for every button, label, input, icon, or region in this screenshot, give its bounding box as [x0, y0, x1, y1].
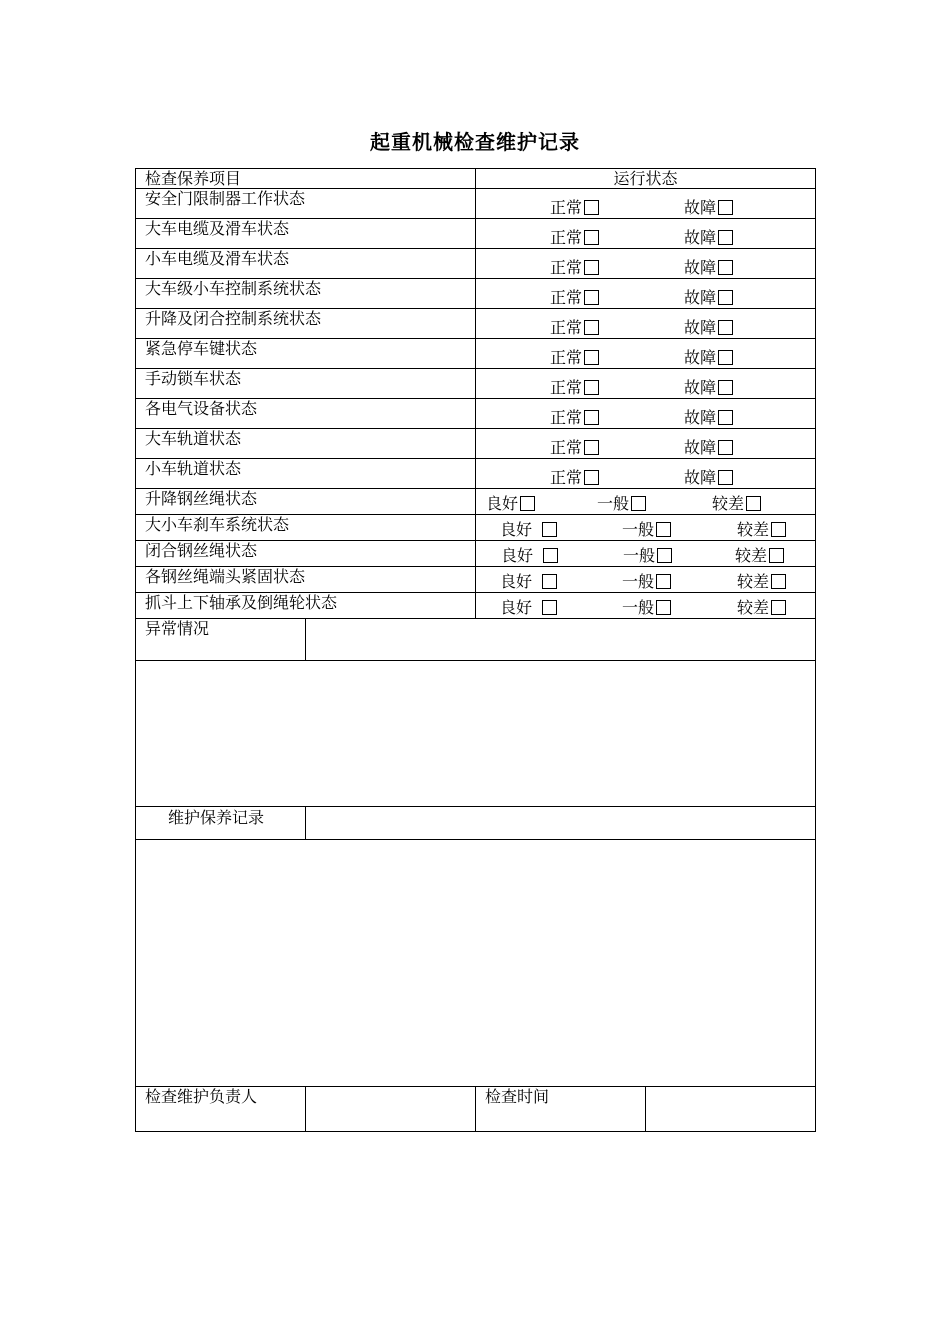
item-label: 手动锁车状态 [136, 369, 476, 399]
two-state-row [136, 249, 816, 279]
abnormal-summary-field[interactable] [306, 619, 816, 661]
two-state-row [136, 369, 816, 399]
two-state-row [136, 399, 816, 429]
option-label: 故障 [684, 438, 717, 457]
good-checkbox[interactable] [543, 548, 558, 563]
item-column-header: 检查保养项目 [136, 169, 476, 189]
two-state-row [136, 309, 816, 339]
option-label: 一般 [597, 494, 630, 513]
good-checkbox[interactable] [542, 522, 557, 537]
option-label: 正常 [550, 378, 583, 397]
ok-checkbox[interactable] [584, 260, 599, 275]
responsible-person-field[interactable] [306, 1087, 476, 1132]
two-state-row [136, 219, 816, 249]
normal-checkbox[interactable] [656, 522, 671, 537]
option-label: 良好 [500, 520, 533, 539]
three-state-row [136, 567, 816, 593]
fault-checkbox[interactable] [718, 290, 733, 305]
option-label: 故障 [684, 198, 717, 217]
good-checkbox[interactable] [542, 574, 557, 589]
inspection-table [135, 168, 816, 1132]
ok-checkbox[interactable] [584, 320, 599, 335]
ok-checkbox[interactable] [584, 470, 599, 485]
maintenance-summary-field[interactable] [306, 807, 816, 840]
option-label: 良好 [486, 494, 519, 513]
poor-checkbox[interactable] [769, 548, 784, 563]
item-label: 升降钢丝绳状态 [136, 489, 476, 515]
option-label: 良好 [500, 598, 533, 617]
item-label: 紧急停车键状态 [136, 339, 476, 369]
option-label: 故障 [684, 348, 717, 367]
table-header-row [136, 169, 816, 189]
option-label: 一般 [622, 520, 655, 539]
item-label: 小车电缆及滑车状态 [136, 249, 476, 279]
signoff-row [136, 1087, 816, 1132]
abnormal-details-area[interactable] [136, 661, 816, 807]
option-label: 正常 [550, 228, 583, 247]
item-label: 大小车刹车系统状态 [136, 515, 476, 541]
normal-checkbox[interactable] [656, 574, 671, 589]
item-label: 大车电缆及滑车状态 [136, 219, 476, 249]
poor-checkbox[interactable] [771, 574, 786, 589]
option-label: 良好 [500, 572, 533, 591]
option-label: 良好 [501, 546, 534, 565]
ok-checkbox[interactable] [584, 200, 599, 215]
fault-checkbox[interactable] [718, 380, 733, 395]
good-checkbox[interactable] [520, 496, 535, 511]
normal-checkbox[interactable] [657, 548, 672, 563]
maintenance-label: 维护保养记录 [136, 807, 306, 840]
option-label: 一般 [623, 546, 656, 565]
option-label: 故障 [684, 468, 717, 487]
option-label: 故障 [684, 288, 717, 307]
abnormal-body-row [136, 661, 816, 807]
option-label: 正常 [550, 348, 583, 367]
ok-checkbox[interactable] [584, 380, 599, 395]
item-label: 抓斗上下轴承及倒绳轮状态 [136, 593, 476, 619]
option-label: 正常 [550, 288, 583, 307]
good-checkbox[interactable] [542, 600, 557, 615]
ok-checkbox[interactable] [584, 350, 599, 365]
option-label: 较差 [737, 598, 770, 617]
option-label: 正常 [550, 438, 583, 457]
abnormal-label: 异常情况 [136, 619, 306, 661]
three-state-row [136, 515, 816, 541]
option-label: 故障 [684, 408, 717, 427]
option-label: 故障 [684, 258, 717, 277]
two-state-row [136, 279, 816, 309]
maintenance-details-area[interactable] [136, 840, 816, 1087]
two-state-row [136, 429, 816, 459]
fault-checkbox[interactable] [718, 320, 733, 335]
item-label: 各电气设备状态 [136, 399, 476, 429]
item-label: 大车级小车控制系统状态 [136, 279, 476, 309]
option-label: 正常 [550, 468, 583, 487]
fault-checkbox[interactable] [718, 260, 733, 275]
status-column-header: 运行状态 [476, 169, 816, 189]
fault-checkbox[interactable] [718, 410, 733, 425]
fault-checkbox[interactable] [718, 230, 733, 245]
item-label: 大车轨道状态 [136, 429, 476, 459]
maintenance-header-row [136, 807, 816, 840]
form-title: 起重机械检查维护记录 [370, 130, 580, 154]
item-label: 升降及闭合控制系统状态 [136, 309, 476, 339]
maintenance-body-row [136, 840, 816, 1087]
option-label: 一般 [622, 598, 655, 617]
normal-checkbox[interactable] [631, 496, 646, 511]
abnormal-header-row [136, 619, 816, 661]
poor-checkbox[interactable] [771, 600, 786, 615]
fault-checkbox[interactable] [718, 470, 733, 485]
poor-checkbox[interactable] [746, 496, 761, 511]
option-label: 较差 [712, 494, 745, 513]
ok-checkbox[interactable] [584, 410, 599, 425]
option-label: 正常 [550, 408, 583, 427]
three-state-row [136, 541, 816, 567]
option-label: 故障 [684, 318, 717, 337]
three-state-row [136, 593, 816, 619]
item-label: 各钢丝绳端头紧固状态 [136, 567, 476, 593]
option-label: 正常 [550, 198, 583, 217]
ok-checkbox[interactable] [584, 290, 599, 305]
inspection-time-label: 检查时间 [476, 1087, 646, 1132]
option-label: 较差 [737, 572, 770, 591]
fault-checkbox[interactable] [718, 350, 733, 365]
two-state-row [136, 189, 816, 219]
option-label: 故障 [684, 378, 717, 397]
fault-checkbox[interactable] [718, 440, 733, 455]
option-label: 正常 [550, 258, 583, 277]
three-state-row [136, 489, 816, 515]
item-label: 闭合钢丝绳状态 [136, 541, 476, 567]
inspection-time-field[interactable] [646, 1087, 816, 1132]
option-label: 较差 [735, 546, 768, 565]
item-label: 小车轨道状态 [136, 459, 476, 489]
ok-checkbox[interactable] [584, 440, 599, 455]
item-label: 安全门限制器工作状态 [136, 189, 476, 219]
option-label: 故障 [684, 228, 717, 247]
fault-checkbox[interactable] [718, 200, 733, 215]
two-state-row [136, 459, 816, 489]
option-label: 一般 [622, 572, 655, 591]
option-label: 较差 [737, 520, 770, 539]
poor-checkbox[interactable] [771, 522, 786, 537]
two-state-row [136, 339, 816, 369]
normal-checkbox[interactable] [656, 600, 671, 615]
responsible-person-label: 检查维护负责人 [136, 1087, 306, 1132]
ok-checkbox[interactable] [584, 230, 599, 245]
option-label: 正常 [550, 318, 583, 337]
